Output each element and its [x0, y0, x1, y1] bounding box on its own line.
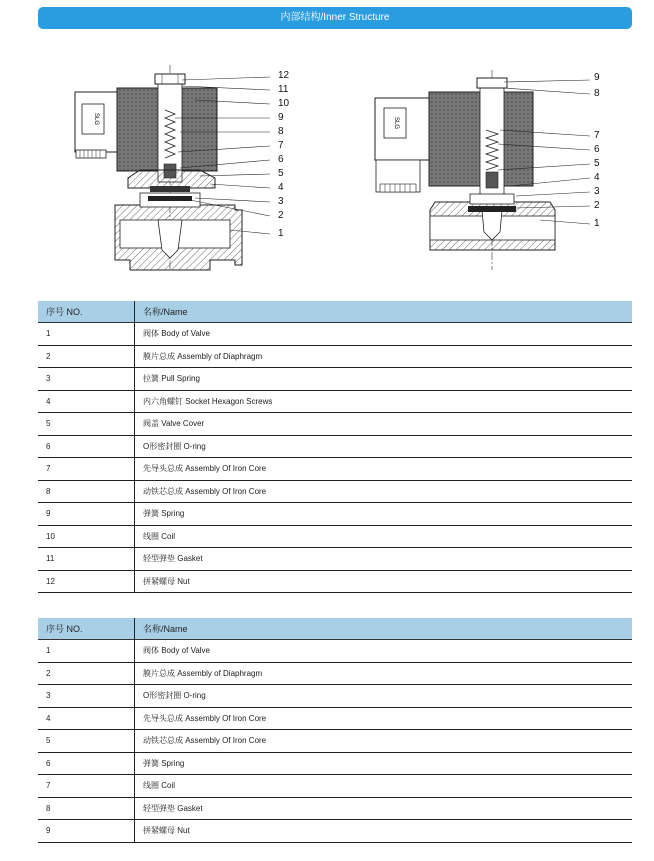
table-row: [38, 685, 632, 708]
row-no: 3: [38, 368, 135, 391]
table-row: [38, 797, 632, 820]
row-name: O形密封圈 O-ring: [135, 685, 633, 708]
row-name: 弹簧 Spring: [135, 503, 633, 526]
col-header-name: 名称/Name: [135, 618, 633, 640]
coil-label-right: SLG: [393, 116, 399, 130]
table-row: [38, 503, 632, 526]
coil-label-left: SLG: [93, 112, 99, 126]
col-header-name: 名称/Name: [135, 301, 633, 323]
row-no: 11: [38, 548, 135, 571]
structure-diagrams: [0, 60, 654, 275]
callout-7: 7: [278, 140, 284, 151]
row-no: 12: [38, 570, 135, 593]
table-row: [38, 752, 632, 775]
parts-table-1: [38, 301, 632, 593]
row-no: 8: [38, 480, 135, 503]
row-no: 4: [38, 707, 135, 730]
row-no: 9: [38, 820, 135, 843]
callout-3: 3: [278, 196, 284, 207]
row-no: 5: [38, 413, 135, 436]
row-name: 内六角螺钉 Socket Hexagon Screws: [135, 390, 633, 413]
table-row: [38, 390, 632, 413]
valve-diagram-right: [370, 60, 610, 275]
callout-11: 11: [278, 84, 289, 95]
col-header-no: 序号 NO.: [38, 301, 135, 323]
callout-r2: 2: [594, 200, 600, 211]
row-no: 6: [38, 752, 135, 775]
table-row: [38, 435, 632, 458]
row-no: 7: [38, 458, 135, 481]
valve-diagram-left: [70, 60, 300, 275]
row-name: 拼紧螺母 Nut: [135, 570, 633, 593]
callout-6: 6: [278, 154, 284, 165]
row-name: 阀体 Body of Valve: [135, 640, 633, 663]
row-name: 动铁芯总成 Assembly Of Iron Core: [135, 480, 633, 503]
callout-r4: 4: [594, 172, 600, 183]
table-row: [38, 368, 632, 391]
callout-12: 12: [278, 70, 290, 81]
table-row: [38, 323, 632, 346]
callout-1: 1: [278, 228, 284, 239]
callout-r8: 8: [594, 88, 600, 99]
row-name: O形密封圈 O-ring: [135, 435, 633, 458]
callout-r1: 1: [594, 218, 600, 229]
row-no: 4: [38, 390, 135, 413]
table-header-row: [38, 618, 632, 640]
callout-r6: 6: [594, 144, 600, 155]
callout-10: 10: [278, 98, 290, 109]
row-no: 2: [38, 345, 135, 368]
row-name: 轻型弹垫 Gasket: [135, 548, 633, 571]
callout-r5: 5: [594, 158, 600, 169]
row-name: 线圈 Coil: [135, 525, 633, 548]
row-name: 拉簧 Pull Spring: [135, 368, 633, 391]
table-row: [38, 480, 632, 503]
row-no: 3: [38, 685, 135, 708]
table-row: [38, 570, 632, 593]
table-row: [38, 413, 632, 436]
callout-2: 2: [278, 210, 284, 221]
row-no: 2: [38, 662, 135, 685]
section-title: 内部结构/Inner Structure: [38, 7, 632, 29]
row-no: 5: [38, 730, 135, 753]
row-name: 弹簧 Spring: [135, 752, 633, 775]
row-no: 9: [38, 503, 135, 526]
row-no: 1: [38, 640, 135, 663]
table-row: [38, 640, 632, 663]
row-no: 1: [38, 323, 135, 346]
table-row: [38, 820, 632, 843]
callout-4: 4: [278, 182, 284, 193]
row-name: 拼紧螺母 Nut: [135, 820, 633, 843]
callout-r7: 7: [594, 130, 600, 141]
row-name: 阀盖 Valve Cover: [135, 413, 633, 436]
col-header-no: 序号 NO.: [38, 618, 135, 640]
row-name: 膜片总成 Assembly of Diaphragm: [135, 662, 633, 685]
row-name: 先导头总成 Assembly Of Iron Core: [135, 458, 633, 481]
table-row: [38, 525, 632, 548]
table-row: [38, 345, 632, 368]
table-row: [38, 662, 632, 685]
row-no: 7: [38, 775, 135, 798]
table-row: [38, 548, 632, 571]
callout-8: 8: [278, 126, 284, 137]
parts-table-2: [38, 618, 632, 843]
callout-9: 9: [278, 112, 284, 123]
row-no: 10: [38, 525, 135, 548]
table-row: [38, 458, 632, 481]
row-name: 轻型弹垫 Gasket: [135, 797, 633, 820]
row-name: 线圈 Coil: [135, 775, 633, 798]
row-name: 膜片总成 Assembly of Diaphragm: [135, 345, 633, 368]
table-row: [38, 707, 632, 730]
table-header-row: [38, 301, 632, 323]
table-row: [38, 775, 632, 798]
row-name: 阀体 Body of Valve: [135, 323, 633, 346]
row-no: 6: [38, 435, 135, 458]
table-row: [38, 730, 632, 753]
callout-r3: 3: [594, 186, 600, 197]
row-no: 8: [38, 797, 135, 820]
row-name: 先导头总成 Assembly Of Iron Core: [135, 707, 633, 730]
callout-r9: 9: [594, 72, 600, 83]
row-name: 动铁芯总成 Assembly Of Iron Core: [135, 730, 633, 753]
callout-5: 5: [278, 168, 284, 179]
